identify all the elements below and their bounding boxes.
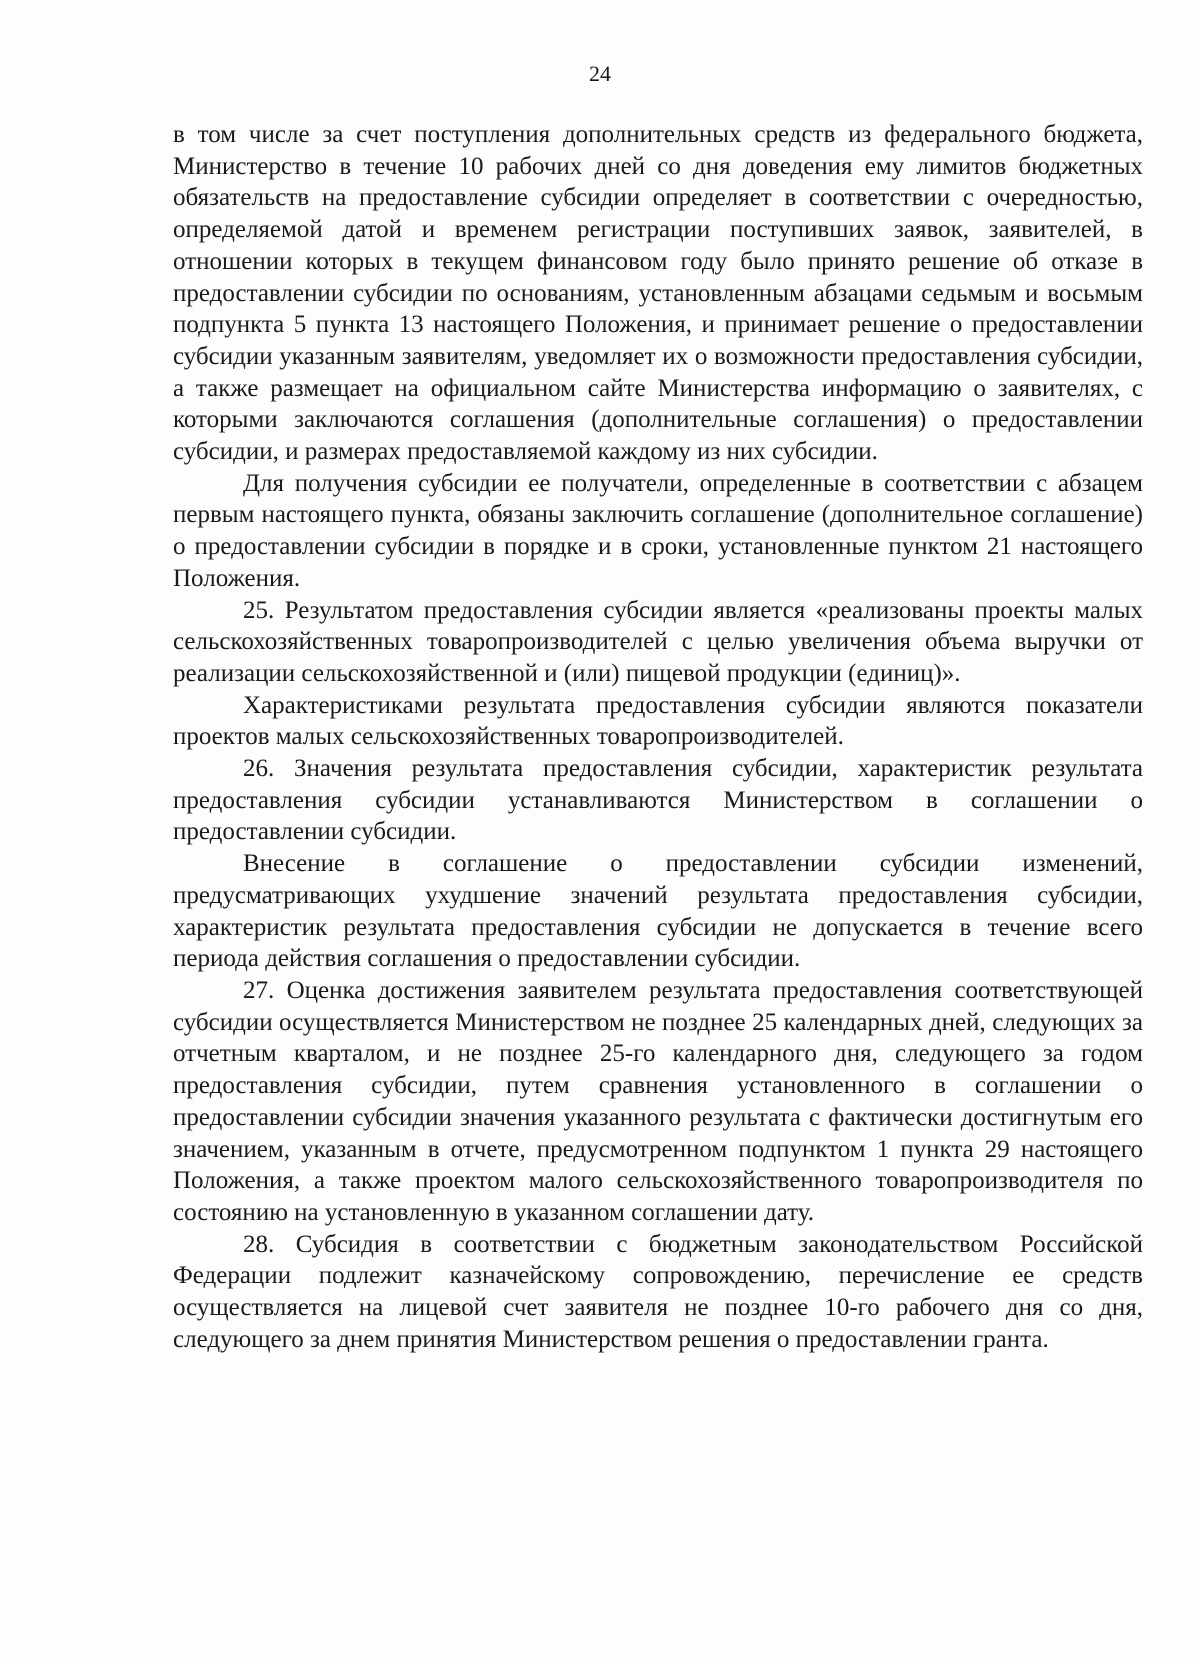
paragraph-27-evaluation: 27. Оценка достижения заявителем результата предоставления соответствующей субсидии осуществляется Министерством не позднее 25 календарных дней, следующих за отчетным кварталом, и не позднее 25-го календарного дня, следующего за годом предоставления субсидии, путем сравнения установленного в соглашении о предоставлении субсидии значения указанного результата с фактически достигнутым его значением, указанным в отчете, предусмотренном подпунктом 1 пункта 29 настоящего Положения, а также проектом малого сельскохозяйственного товаропроизводителя по состоянию на установленную в указанном соглашении дату.	[173, 976, 1143, 1226]
paragraph-amendments: Внесение в соглашение о предоставлении субсидии изменений, предусматривающих ухудшение значений результата предоставления субсидии, характеристик результата предоставления субсидии не допускается в течение всего периода действия соглашения о предоставлении субсидии.	[173, 850, 1143, 973]
paragraph-agreement-conclusion: Для получения субсидии ее получатели, определенные в соответствии с абзацем первым настоящего пункта, обязаны заключить соглашение (дополнительное соглашение) о предоставлении субсидии в порядке и в сроки, установленные пунктом 21 настоящего Положения.	[173, 469, 1143, 592]
paragraph-25-result: 25. Результатом предоставления субсидии является «реализованы проекты малых сельскохозяйственных товаропроизводителей с целью увеличения объема выручки от реализации сельскохозяйственной и (или) пищевой продукции (единиц)».	[173, 596, 1143, 687]
document-body	[173, 119, 1143, 1355]
paragraph-26-values: 26. Значения результата предоставления субсидии, характеристик результата предоставления субсидии устанавливаются Министерством в соглашении о предоставлении субсидии.	[173, 755, 1143, 846]
paragraph-28-treasury: 28. Субсидия в соответствии с бюджетным законодательством Российской Федерации подлежит казначейскому сопровождению, перечисление ее средств осуществляется на лицевой счет заявителя не позднее 10-го рабочего дня со дня, следующего за днем принятия Министерством решения о предоставлении гранта.	[173, 1230, 1143, 1353]
page-number: 24	[589, 61, 611, 86]
paragraph-continuation: в том числе за счет поступления дополнительных средств из федерального бюджета, Министерство в течение 10 рабочих дней со дня доведения ему лимитов бюджетных обязательств на предоставление субсидии определяет в соответствии с очередностью, определяемой датой и временем регистрации поступивших заявок, заявителей, в отношении которых в текущем финансовом году было принято решение об отказе в предоставлении субсидии по основаниям, установленным абзацами седьмым и восьмым подпункта 5 пункта 13 настоящего Положения, и принимает решение о предоставлении субсидии указанным заявителям, уведомляет их о возможности предоставления субсидии, а также размещает на официальном сайте Министерства информацию о заявителях, с которыми заключаются соглашения (дополнительные соглашения) о предоставлении субсидии, и размерах предоставляемой каждому из них субсидии.	[173, 121, 1143, 466]
paragraph-result-characteristics: Характеристиками результата предоставления субсидии являются показатели проектов малых сельскохозяйственных товаропроизводителей.	[173, 691, 1143, 751]
